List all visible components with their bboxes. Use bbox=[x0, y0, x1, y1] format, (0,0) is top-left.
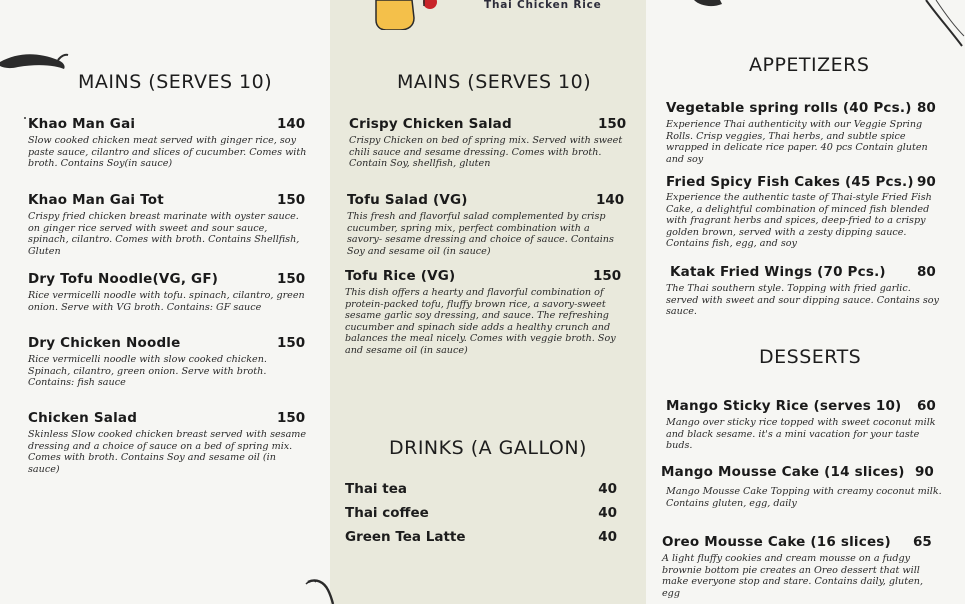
brand-subtitle: Thai Chicken Rice bbox=[484, 0, 602, 11]
menu-item-description: Mango Mousse Cake Topping with creamy coconut milk. Contains gluten, egg, daily bbox=[666, 486, 942, 509]
menu-item-mango-sticky-rice bbox=[666, 398, 956, 456]
menu-item-name: Chicken Salad bbox=[28, 410, 138, 426]
menu-item-description: The Thai southern style. Topping with fried garlic. served with sweet and sour dipping sauce. Contains soy sauce. bbox=[666, 283, 939, 318]
drink-name: Thai coffee bbox=[345, 505, 429, 521]
drink-price: 40 bbox=[598, 529, 617, 545]
menu-item-price: 140 bbox=[596, 192, 625, 208]
menu-item-price: 150 bbox=[598, 116, 627, 132]
menu-item-name: Oreo Mousse Cake (16 slices) bbox=[662, 534, 891, 550]
menu-item-tofu-salad bbox=[347, 192, 632, 262]
section-heading-mains-left: MAINS (SERVES 10) bbox=[78, 71, 273, 93]
chili-illustration-icon bbox=[0, 44, 70, 78]
menu-item-description: This fresh and flavorful salad complemented by crisp cucumber, spring mix, perfect combination with a savory- sesame dressing and choice of sauce. Contains Soy and sesame oil (in sauce) bbox=[347, 211, 614, 257]
menu-item-price: 150 bbox=[277, 192, 306, 208]
section-heading-mains-middle: MAINS (SERVES 10) bbox=[397, 71, 592, 93]
menu-item-vegetable-spring-rolls bbox=[666, 100, 956, 170]
menu-item-description: Experience the authentic taste of Thai-style Fried Fish Cake, a delightful combination of minced fish blended with fragrant herbs and spices, deep-fried to a crispy golden brown, served with a zesty dipping sauce. Contains fish, egg, and soy bbox=[666, 192, 932, 250]
menu-item-price: 80 bbox=[917, 100, 936, 116]
menu-item-price: 140 bbox=[277, 116, 306, 132]
menu-item-fried-spicy-fish-cakes bbox=[666, 174, 956, 256]
menu-item-name: Dry Chicken Noodle bbox=[28, 335, 181, 351]
menu-item-name: Dry Tofu Noodle(VG, GF) bbox=[28, 271, 219, 287]
leaf-doodle-icon bbox=[302, 574, 342, 604]
menu-item-name: Fried Spicy Fish Cakes (45 Pcs.) bbox=[666, 174, 914, 190]
menu-item-price: 65 bbox=[913, 534, 932, 550]
dot-decoration bbox=[24, 117, 26, 119]
menu-item-dry-tofu-noodle bbox=[28, 271, 318, 321]
brand-logo bbox=[372, 0, 612, 30]
menu-item-price: 60 bbox=[917, 398, 936, 414]
section-heading-appetizers: APPETIZERS bbox=[749, 54, 870, 76]
drink-price: 40 bbox=[598, 481, 617, 497]
menu-item-name: Mango Mousse Cake (14 slices) bbox=[661, 464, 905, 480]
menu-item-dry-chicken-noodle bbox=[28, 335, 318, 395]
menu-item-description: Crispy fried chicken breast marinate with oyster sauce. on ginger rice served with sweet and sour sauce, spinach, cilantro. Comes with broth. Contains Shellfish, Gluten bbox=[28, 211, 300, 257]
menu-item-price: 150 bbox=[277, 410, 306, 426]
menu-item-description: A light fluffy cookies and cream mousse on a fudgy brownie bottom pie creates an Oreo dessert that will make everyone stop and stare. Contains daily, gluten, egg bbox=[662, 553, 923, 599]
menu-item-name: Tofu Rice (VG) bbox=[345, 268, 456, 284]
menu-item-name: Mango Sticky Rice (serves 10) bbox=[666, 398, 902, 414]
menu-item-price: 90 bbox=[917, 174, 936, 190]
drink-row-thai-coffee bbox=[345, 505, 617, 523]
menu-item-price: 150 bbox=[593, 268, 622, 284]
drink-price: 40 bbox=[598, 505, 617, 521]
section-heading-desserts: DESSERTS bbox=[759, 346, 862, 368]
menu-item-description: Slow cooked chicken meat served with ginger rice, soy paste sauce, cilantro and slices of cucumber. Comes with broth. Contains Soy(in sauce) bbox=[28, 135, 307, 170]
menu-item-name: Vegetable spring rolls (40 Pcs.) bbox=[666, 100, 912, 116]
menu-item-name: Katak Fried Wings (70 Pcs.) bbox=[670, 264, 886, 280]
chicken-rice-logo-icon bbox=[372, 0, 452, 30]
menu-item-price: 90 bbox=[915, 464, 934, 480]
drink-row-green-tea-latte bbox=[345, 529, 617, 547]
menu-item-crispy-chicken-salad bbox=[349, 116, 634, 176]
menu-item-khao-man-gai bbox=[28, 116, 318, 186]
menu-item-price: 150 bbox=[277, 335, 306, 351]
menu-item-mango-mousse-cake bbox=[661, 464, 956, 514]
menu-item-description: Crispy Chicken on bed of spring mix. Served with sweet chili sauce and sesame dressing. Comes with broth. Contain Soy, shellfish, gluten bbox=[349, 135, 623, 170]
drink-row-thai-tea bbox=[345, 481, 617, 499]
menu-item-khao-man-gai-tot bbox=[28, 192, 318, 272]
herb-doodle-icon bbox=[690, 0, 965, 52]
menu-item-name: Khao Man Gai bbox=[28, 116, 136, 132]
drink-name: Thai tea bbox=[345, 481, 407, 497]
menu-item-description: Rice vermicelli noodle with tofu. spinach, cilantro, green onion. Serve with VG broth. Contains: GF sauce bbox=[28, 290, 305, 313]
section-heading-drinks: DRINKS (A GALLON) bbox=[389, 437, 587, 459]
menu-item-tofu-rice bbox=[345, 268, 635, 363]
menu-item-katak-fried-wings bbox=[666, 264, 956, 322]
menu-item-price: 80 bbox=[917, 264, 936, 280]
menu-item-description: Mango over sticky rice topped with sweet coconut milk and black sesame. it's a mini vacation for your taste buds. bbox=[666, 417, 936, 452]
menu-item-name: Khao Man Gai Tot bbox=[28, 192, 164, 208]
menu-item-description: Skinless Slow cooked chicken breast served with sesame dressing and a choice of sauce on a bed of spring mix. Comes with broth. Contains Soy and sesame oil (in sauce) bbox=[28, 429, 307, 475]
drink-name: Green Tea Latte bbox=[345, 529, 466, 545]
menu-item-chicken-salad bbox=[28, 410, 318, 480]
menu-item-name: Crispy Chicken Salad bbox=[349, 116, 512, 132]
menu-item-description: This dish offers a hearty and flavorful combination of protein-packed tofu, fluffy brown rice, a savory-sweet sesame garlic soy dressing, and sauce. The refreshing cucumber and spinach side adds a healthy crunch and balances the meal nicely. Comes with veggie broth. Soy and sesame oil (in sauce) bbox=[345, 287, 616, 356]
menu-item-name: Tofu Salad (VG) bbox=[347, 192, 468, 208]
menu-item-description: Experience Thai authenticity with our Veggie Spring Rolls. Crisp veggies, Thai herbs, and subtle spice wrapped in delicate rice paper. 40 pcs Contain gluten and soy bbox=[666, 119, 928, 165]
menu-item-oreo-mousse-cake bbox=[662, 534, 957, 604]
menu-item-price: 150 bbox=[277, 271, 306, 287]
menu-item-description: Rice vermicelli noodle with slow cooked chicken. Spinach, cilantro, green onion. Serve with broth. Contains: fish sauce bbox=[28, 354, 267, 389]
